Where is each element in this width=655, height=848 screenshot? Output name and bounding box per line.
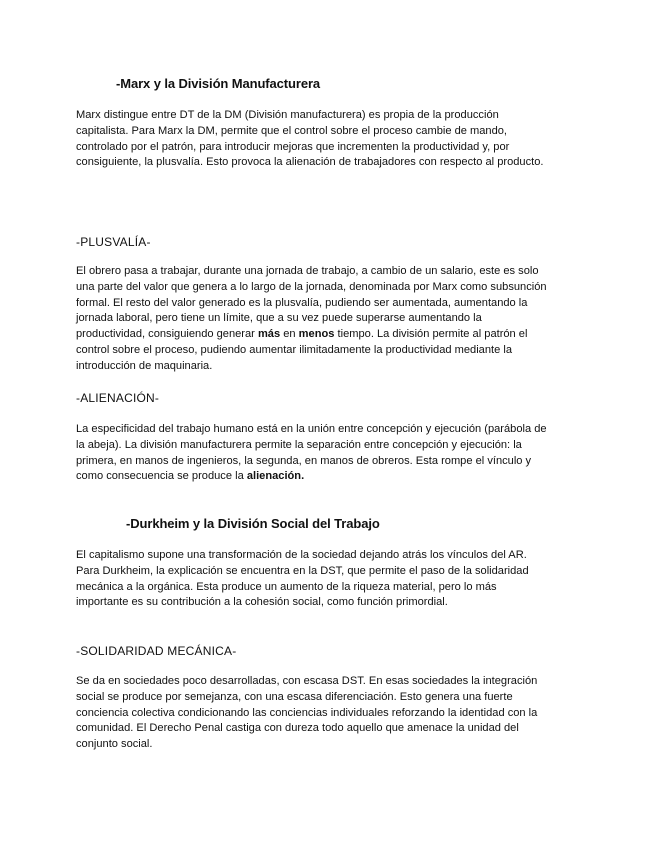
text-line: una parte del valor que genera a lo largo de la jornada, denominada por Marx como subsunción	[76, 280, 547, 293]
text-span: tiempo. La división permite al patrón el	[334, 328, 528, 341]
text-line: comunidad. El Derecho Penal castiga con dureza todo aquello que amenace la unidad del	[76, 722, 519, 735]
bold-text: alienación.	[246, 470, 305, 483]
text-line: primera, en manos de ingenieros, la segunda, en manos de obreros. Esta rompe el vínculo y	[76, 454, 532, 467]
text-line: La especificidad del trabajo humano está en la unión entre concepción y ejecución (parábola de	[76, 423, 547, 435]
text-line: consiguiente, la plusvalía. Esto provoca la alienación de trabajadores con respecto al producto.	[76, 156, 544, 169]
heading-plusvalia: -PLUSVALÍA-	[76, 235, 151, 249]
paragraph-durkheim	[76, 548, 581, 611]
paragraph-marx	[76, 108, 581, 171]
text-line: jornada laboral, pero tiene un límite, que a su vez puede superarse aumentando la	[76, 312, 482, 325]
paragraph-solidaridad	[76, 674, 581, 753]
text-line: formal. El resto del valor generado es la plusvalía, pudiendo ser aumentada, aumentando la	[76, 296, 528, 309]
text-line	[76, 469, 581, 485]
text-line: social se produce por semejanza, con una escasa diferenciación. Esto genera una fuerte	[76, 690, 513, 703]
text-line: mecánica a la orgánica. Esta produce un aumento de la riqueza material, pero lo más	[76, 580, 497, 593]
text-line: conjunto social.	[76, 738, 153, 751]
text-line: capitalista. Para Marx la DM, permite que el control sobre el proceso cambie de mando,	[76, 124, 508, 137]
text-line: Se da en sociedades poco desarrolladas, con escasa DST. En esas sociedades la integración	[76, 675, 538, 687]
heading-durkheim: -Durkheim y la División Social del Trabajo	[126, 516, 380, 531]
heading-marx: -Marx y la División Manufacturera	[116, 76, 321, 91]
text-span: en	[280, 328, 299, 341]
text-span: como consecuencia se produce la	[76, 470, 247, 483]
heading-alienacion: -ALIENACIÓN-	[76, 391, 160, 405]
text-line: introducción de maquinaria.	[76, 359, 213, 372]
text-span: productividad, consiguiendo generar	[76, 328, 258, 341]
text-line: El obrero pasa a trabajar, durante una jornada de trabajo, a cambio de un salario, este es solo	[76, 265, 539, 277]
paragraph-alienacion	[76, 422, 581, 485]
text-line: control sobre el proceso, pudiendo aumentar ilimitadamente la productividad mediante la	[76, 343, 512, 356]
bold-text: menos	[298, 328, 335, 341]
text-line: El capitalismo supone una transformación de la sociedad dejando atrás los vínculos del AR.	[76, 549, 527, 561]
heading-solidaridad: -SOLIDARIDAD MECÁNICA-	[76, 644, 237, 658]
text-line	[76, 327, 581, 343]
paragraph-plusvalia	[76, 264, 581, 375]
text-line: controlado por el patrón, para introducir mejoras que incrementen la productividad y, por	[76, 140, 510, 153]
text-line: Para Durkheim, la explicación se encuentra en la DST, que permite el paso de la solidaridad	[76, 564, 529, 577]
text-line: importante es su contribución a la cohesión social, como función primordial.	[76, 596, 448, 609]
text-line: la abeja). La división manufacturera permite la separación entre concepción y ejecución: la	[76, 438, 522, 451]
text-line: conciencia colectiva condicionando las conciencias individuales reforzando la identidad con la	[76, 706, 538, 719]
bold-text: más	[257, 328, 281, 341]
text-line: Marx distingue entre DT de la DM (División manufacturera) es propia de la producción	[76, 109, 499, 121]
